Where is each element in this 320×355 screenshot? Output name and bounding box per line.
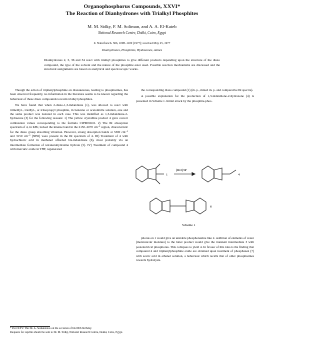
paper-title xyxy=(10,4,254,18)
left-paragraph: Though the action of triphenylphosphine on diazoketones, leading to phosphazines, has been observed frequently, no information in the literature seems to be known regarding the behaviour of these diazo compounds towards trialkyl phosphites. xyxy=(10,88,128,101)
footnote: * Part XXV: The Dr. A. Soukiezatos on the occasion of his 60th birthday. xyxy=(10,327,92,330)
left-column xyxy=(10,88,128,154)
compound-4-label: 4 xyxy=(238,172,240,177)
compound-6-structure xyxy=(150,198,206,214)
compound-6-label: 6 xyxy=(210,204,212,209)
abstract: Dianhydrones 2, 3, 36 and 34 react with trialkyl phosphites to give different products depending upon the structure of the diazo compound, the type of the solvent and the nature of the phosphite ester used. Possible reaction mechanisms are discussed and the structural assignments are based on analytical and spectroscopic works. xyxy=(44,58,220,71)
right-paragraph: the corresponding diazo compound (1) (m. p., mixed m. p. and comparative IR spectra). xyxy=(141,88,254,92)
keywords: Dianhydrones, Phosphites, Hydrazones, Azines xyxy=(101,48,163,52)
affiliation: National Research Centre, Dokki, Cairo, Egypt xyxy=(98,31,166,35)
right-column xyxy=(136,88,254,105)
authors: M. M. Sidky, F. M. Soliman, and A. A. El-Kateb xyxy=(87,24,177,29)
reaction-arrow-icon xyxy=(174,173,195,176)
scheme-caption: Scheme 1 xyxy=(182,223,196,227)
title-line-2: The Reaction of Dianhydrones with Trialkyl Phosphites xyxy=(65,11,199,17)
footnotes xyxy=(10,327,128,334)
footnote: Requests for reprints should be sent to Dr. M. Sidky, National Research Centre, Dokki, Cairo, Egypt. xyxy=(10,330,123,334)
compound-1-label: 1 xyxy=(166,172,168,177)
left-paragraph: We have found that when 2-diazo-1,3-indandione (1), was allowed to react with trimethyl-, triethyl-, or triisopropyl phosphite, in benzene or acetonitrile solution, one and the same product was isolated in each case. This was identified as 1,3-indandione-2-hydrazone (3) for the following reasons: 1) The yellow crystalline product 4 gave correct combustion values corresponding to the formula C9H6N2O2. 2) The IR absorption spectrum of 4, in KBr, lacked the intense band in the 2150–2070 cm⁻¹ region, characteristic for the diazo group absorbing vibration. However, strong absorption bands at 3300 cm⁻¹ and 3150 cm⁻¹ (NH2) were present in the IR spectrum of 4. III) Treatment of 4 with hydrochloric acid in methanol afforded bis-indandione (6), most probably via an intermediate formation of tetraketohydrazine hydrate (5). IV) Treatment of compound 4 with mercuric oxide in THF, regenerated xyxy=(10,103,128,152)
compound-1-structure xyxy=(136,164,164,184)
reaction-scheme xyxy=(130,156,260,230)
right-column-continued xyxy=(136,236,254,262)
title-line-1: Organophosphorus Compounds, XXVI* xyxy=(83,4,181,10)
received-date: Z. Naturforsch. 36b, 1098–1100 (1977); received May 25, 1977 xyxy=(93,41,171,45)
right-paragraph: A possible explanation for the production of 1,3-indandione-2-hydrazone (4) is presented in Scheme 1. Initial attack by the phosphite-phos- xyxy=(136,94,254,103)
reagent-label: (RO)3P xyxy=(176,168,187,172)
right-paragraph: phorus on 1 would give an unstable phosphonazine like 2. Addition of elements of water (moisture/air moisture) to the latter product would give the transient intermediate 3 with postelectrical phosphorus. This collapses to yield 4. In favour of this idea is the finding that compound 4 and triphenylphosphine oxide are obtained upon treatment of phosphazen (7) with acetic acid in ethanol solution, a behaviour which recalls that of other phosphazines towards hydrolysis. xyxy=(136,236,254,263)
compound-4-structure xyxy=(202,166,236,182)
